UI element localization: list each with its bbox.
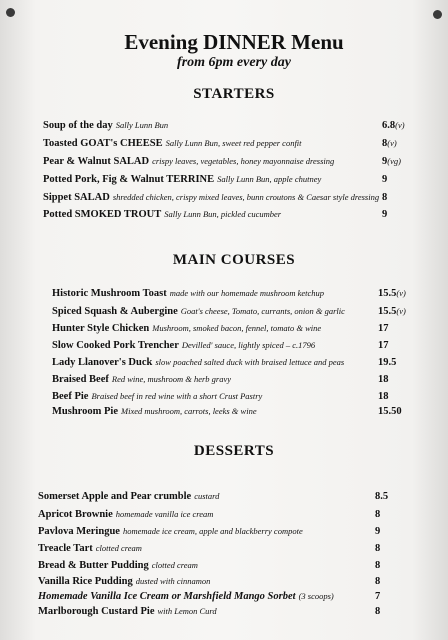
item-price — [375, 509, 380, 520]
price-value: 9 — [382, 174, 388, 185]
item-price — [375, 576, 380, 587]
item-description: Sally Lunn Bun, sweet red pepper confit — [165, 138, 302, 148]
punch-hole — [433, 10, 442, 19]
item-price — [375, 526, 380, 537]
menu-item — [52, 306, 345, 317]
menu-item — [43, 156, 334, 167]
price-value: 7 — [375, 591, 381, 602]
item-name: Toasted GOAT's CHEESE — [43, 138, 163, 149]
menu-item — [43, 174, 321, 185]
item-name: Somerset Apple and Pear crumble — [38, 491, 192, 502]
dietary-tag: (vg) — [387, 156, 401, 166]
item-description: clotted cream — [151, 560, 198, 570]
item-name: Slow Cooked Pork Trencher — [52, 340, 179, 351]
item-name: Treacle Tart — [38, 543, 93, 554]
item-name: Homemade Vanilla Ice Cream or Marshfield Mango Sorbet — [38, 591, 296, 602]
price-value: 9 — [382, 209, 388, 220]
menu-item — [52, 323, 321, 334]
dietary-tag: (v) — [396, 306, 406, 316]
item-name: Marlborough Custard Pie — [38, 606, 155, 617]
price-value: 15.5 — [378, 288, 397, 299]
item-description: made with our homemade mushroom ketchup — [169, 288, 325, 298]
price-value: 8 — [375, 560, 381, 571]
menu-item — [38, 560, 198, 571]
item-name: Pavlova Meringue — [38, 526, 120, 537]
item-price — [375, 606, 380, 617]
menu-item — [52, 288, 324, 299]
item-name: Vanilla Rice Pudding — [38, 576, 133, 587]
item-name: Sippet SALAD — [43, 192, 110, 203]
item-description: clotted cream — [95, 543, 142, 553]
menu-item — [43, 138, 302, 149]
item-price — [375, 560, 380, 571]
menu-item — [38, 491, 219, 502]
item-name: Lady Llanover's Duck — [52, 357, 153, 368]
item-description: Mushroom, smoked bacon, fennel, tomato & wine — [152, 323, 322, 333]
price-value: 18 — [378, 374, 389, 385]
price-value: 9 — [382, 156, 388, 167]
item-description: homemade vanilla ice cream — [115, 509, 214, 519]
item-price — [378, 288, 406, 299]
item-description: Sally Lunn Bun, pickled cucumber — [164, 209, 282, 219]
item-description: with Lemon Curd — [157, 606, 217, 616]
item-description: Sally Lunn Bun — [115, 120, 169, 130]
menu-item — [38, 591, 334, 602]
item-price — [378, 357, 396, 368]
item-description: crispy leaves, vegetables, honey mayonnaise dressing — [152, 156, 335, 166]
dietary-tag: (v) — [387, 138, 397, 148]
item-name: Pear & Walnut SALAD — [43, 156, 150, 167]
desserts-heading: DESSERTS — [193, 443, 275, 459]
price-value: 17 — [378, 340, 389, 351]
price-value: 8 — [375, 576, 381, 587]
item-description: dusted with cinnamon — [135, 576, 211, 586]
menu-item — [43, 192, 379, 203]
menu-item — [52, 406, 257, 417]
dietary-tag: (v) — [396, 288, 406, 298]
item-price — [375, 591, 380, 602]
menu-item — [38, 543, 142, 554]
item-price — [375, 491, 388, 502]
item-price — [378, 340, 389, 351]
dietary-tag: (v) — [395, 120, 405, 130]
item-name: Bread & Butter Pudding — [38, 560, 149, 571]
menu-item — [52, 357, 344, 368]
item-price — [378, 374, 389, 385]
item-name: Mushroom Pie — [52, 406, 119, 417]
item-description: shredded chicken, crispy mixed leaves, bunn croutons & Caesar style dressing — [112, 192, 380, 202]
item-description: Mixed mushroom, carrots, leeks & wine — [121, 406, 257, 416]
item-description: Goat's cheese, Tomato, currants, onion & garlic — [180, 306, 345, 316]
punch-hole — [6, 8, 15, 17]
item-description: Devilled' sauce, lightly spiced – c.1796 — [181, 340, 316, 350]
item-name: Spiced Squash & Aubergine — [52, 306, 178, 317]
starters-heading: STARTERS — [193, 86, 275, 102]
menu-item — [43, 120, 168, 131]
price-value: 17 — [378, 323, 389, 334]
item-description: Braised beef in red wine with a short Crust Pastry — [91, 391, 263, 401]
item-description: slow poached salted duck with braised lettuce and peas — [155, 357, 345, 367]
price-value: 8.5 — [375, 491, 389, 502]
price-value: 15.50 — [378, 406, 402, 417]
item-price — [382, 120, 405, 131]
menu-item — [52, 340, 315, 351]
menu-title: Evening DINNER Menu — [124, 30, 344, 54]
item-price — [378, 406, 402, 417]
item-description: homemade ice cream, apple and blackberry compote — [122, 526, 303, 536]
price-value: 8 — [382, 192, 388, 203]
menu-item — [38, 606, 217, 617]
item-name: Apricot Brownie — [38, 509, 113, 520]
menu-item — [52, 374, 231, 385]
item-price — [382, 174, 387, 185]
item-price — [375, 543, 380, 554]
item-price — [382, 138, 397, 149]
price-value: 8 — [375, 606, 381, 617]
item-price — [382, 209, 387, 220]
item-description: Red wine, mushroom & herb gravy — [111, 374, 232, 384]
price-value: 18 — [378, 391, 389, 402]
price-value: 8 — [375, 543, 381, 554]
menu-item — [38, 526, 303, 537]
price-value: 8 — [382, 138, 388, 149]
main-courses-heading: MAIN COURSES — [172, 252, 296, 268]
menu-item — [43, 209, 281, 220]
price-value: 8 — [375, 509, 381, 520]
item-name: Potted Pork, Fig & Walnut TERRINE — [43, 174, 215, 185]
item-name: Beef Pie — [52, 391, 89, 402]
item-name: Potted SMOKED TROUT — [43, 209, 162, 220]
item-price — [378, 323, 389, 334]
price-value: 9 — [375, 526, 381, 537]
price-value: 15.5 — [378, 306, 397, 317]
item-description: (3 scoops) — [298, 591, 334, 601]
item-name: Braised Beef — [52, 374, 109, 385]
item-description: Sally Lunn Bun, apple chutney — [217, 174, 322, 184]
menu-item — [52, 391, 262, 402]
price-value: 19.5 — [378, 357, 397, 368]
menu-item — [38, 509, 213, 520]
item-name: Soup of the day — [43, 120, 113, 131]
item-price — [378, 391, 389, 402]
menu-subtitle: from 6pm every day — [177, 55, 291, 70]
item-name: Historic Mushroom Toast — [52, 288, 167, 299]
price-value: 6.8 — [382, 120, 396, 131]
item-price — [382, 192, 387, 203]
item-price — [378, 306, 406, 317]
item-price — [382, 156, 401, 167]
item-description: custard — [194, 491, 220, 501]
item-name: Hunter Style Chicken — [52, 323, 150, 334]
menu-item — [38, 576, 210, 587]
